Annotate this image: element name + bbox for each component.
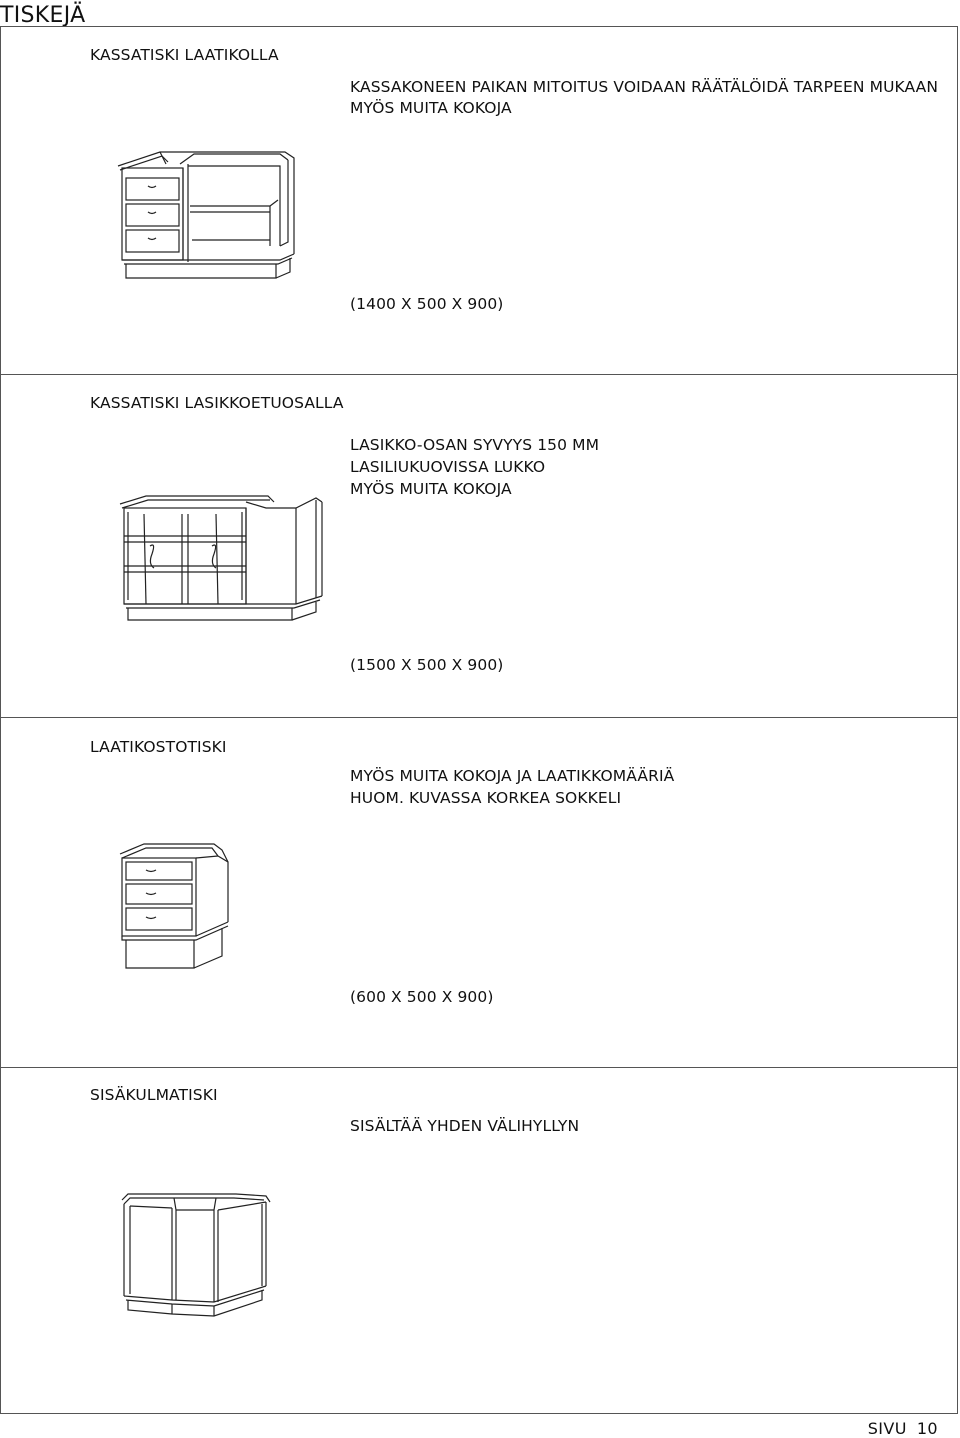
section-note: LASILIUKUOVISSA LUKKO [350, 458, 546, 476]
drawer-counter-drawing [114, 838, 238, 970]
section-divider [0, 374, 958, 375]
dimensions-label: (600 X 500 X 900) [350, 988, 494, 1006]
section-note: KASSAKONEEN PAIKAN MITOITUS VOIDAAN RÄÄTÄLÖIDÄ TARPEEN MUKAAN [350, 78, 939, 96]
section-note: MYÖS MUITA KOKOJA [350, 480, 512, 498]
section-divider [0, 717, 958, 718]
section-title: KASSATISKI LAATIKOLLA [90, 46, 279, 64]
section-note: MYÖS MUITA KOKOJA JA LAATIKKOMÄÄRIÄ [350, 767, 675, 785]
dimensions-label: (1500 X 500 X 900) [350, 656, 504, 674]
page-footer [868, 1419, 938, 1438]
section-title: SISÄKULMATISKI [90, 1086, 218, 1104]
section-note: SISÄLTÄÄ YHDEN VÄLIHYLLYN [350, 1117, 580, 1135]
dimensions-label: (1400 X 500 X 900) [350, 295, 504, 313]
section-title: LAATIKOSTOTISKI [90, 738, 227, 756]
section-note: MYÖS MUITA KOKOJA [350, 99, 512, 117]
page-number: 10 [916, 1419, 938, 1438]
page-label: SIVU [867, 1419, 907, 1438]
section-note: LASIKKO-OSAN SYVYYS 150 MM [350, 436, 600, 454]
section-divider [0, 1067, 958, 1068]
section-note: HUOM. KUVASSA KORKEA SOKKELI [350, 789, 622, 807]
section-title: KASSATISKI LASIKKOETUOSALLA [90, 394, 344, 412]
page-title: TISKEJÄ [0, 3, 86, 28]
glass-front-counter-drawing [116, 492, 328, 624]
inner-corner-counter-drawing [116, 1190, 276, 1318]
cash-counter-with-drawers-drawing [110, 146, 300, 281]
